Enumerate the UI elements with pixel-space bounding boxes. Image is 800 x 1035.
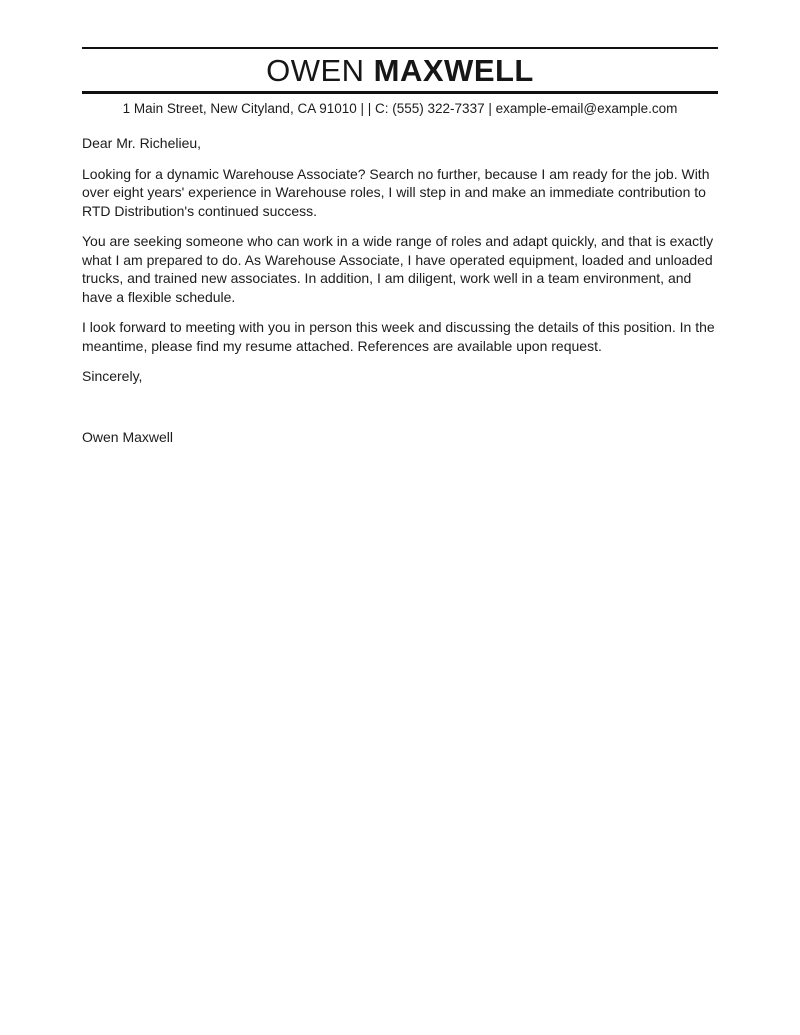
paragraph-3: I look forward to meeting with you in person this week and discussing the details of this position. In the meantime, please find my resume attached. References are available upon request. [82,319,715,354]
letter-body [82,134,718,446]
paragraph-1: Looking for a dynamic Warehouse Associate? Search no further, because I am ready for the job. With over eight years' experience in Warehouse roles, I will step in and make an immediate contribution to RTD Distribution's continued success. [82,165,710,219]
paragraph-2: You are seeking someone who can work in a wide range of roles and adapt quickly, and that is exactly what I am prepared to do. As Warehouse Associate, I have operated equipment, loaded and unloaded trucks, and trained new associates. In addition, I am diligent, work well in a team environment, and have a flexible schedule. [82,233,714,305]
closing: Sincerely, [82,368,143,384]
letter-content [0,0,800,446]
header-rule-bottom [82,91,718,94]
name-last: MAXWELL [373,53,534,88]
salutation: Dear Mr. Richelieu, [82,135,202,151]
signature-name: Owen Maxwell [82,428,174,445]
header-rule-top [82,47,718,49]
page-title [82,51,718,91]
name-first: OWEN [266,53,365,88]
contact-line: 1 Main Street, New Cityland, CA 91010 | | C: (555) 322-7337 | example-email@example.com [122,101,678,116]
